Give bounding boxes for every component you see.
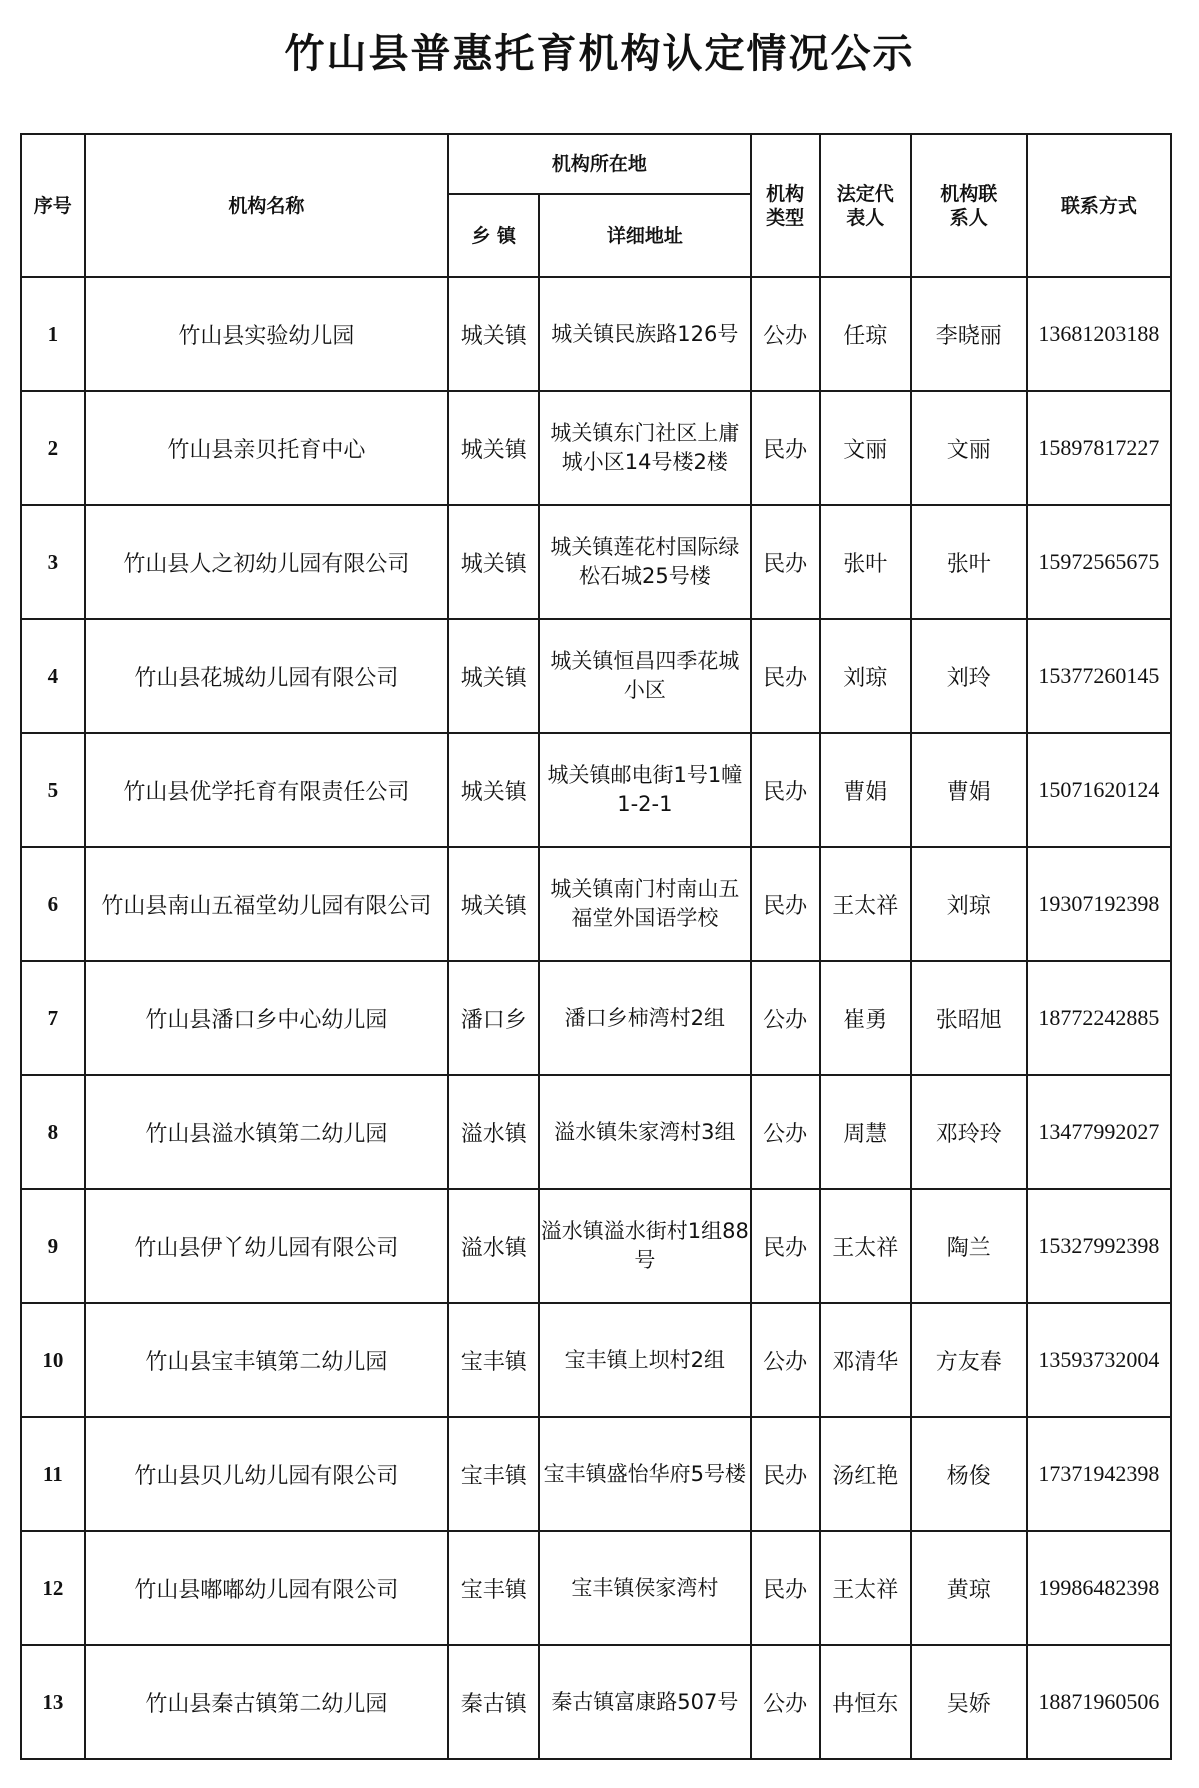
cell-phone: 15327992398 (1027, 1189, 1171, 1303)
cell-phone: 13593732004 (1027, 1303, 1171, 1417)
cell-type: 民办 (751, 1531, 820, 1645)
cell-phone: 18772242885 (1027, 961, 1171, 1075)
cell-address: 城关镇民族路126号 (539, 277, 750, 391)
cell-phone: 19307192398 (1027, 847, 1171, 961)
cell-name: 竹山县溢水镇第二幼儿园 (85, 1075, 449, 1189)
cell-type: 民办 (751, 619, 820, 733)
cell-seq: 7 (21, 961, 85, 1075)
cell-name: 竹山县伊丫幼儿园有限公司 (85, 1189, 449, 1303)
cell-town: 城关镇 (448, 847, 539, 961)
cell-seq: 12 (21, 1531, 85, 1645)
table-row (21, 1075, 1171, 1189)
cell-phone: 19986482398 (1027, 1531, 1171, 1645)
cell-address: 城关镇南门村南山五福堂外国语学校 (539, 847, 750, 961)
cell-legal-rep: 邓清华 (820, 1303, 911, 1417)
header-legal-rep (820, 134, 911, 277)
cell-contact: 黄琼 (911, 1531, 1027, 1645)
cell-type: 公办 (751, 277, 820, 391)
cell-address: 宝丰镇上坝村2组 (539, 1303, 750, 1417)
cell-town: 城关镇 (448, 505, 539, 619)
cell-seq: 10 (21, 1303, 85, 1417)
header-type-label: 机构类型 (766, 182, 805, 229)
cell-address: 城关镇东门社区上庸城小区14号楼2楼 (539, 391, 750, 505)
cell-type: 民办 (751, 1189, 820, 1303)
cell-legal-rep: 曹娟 (820, 733, 911, 847)
cell-type: 民办 (751, 733, 820, 847)
cell-legal-rep: 周慧 (820, 1075, 911, 1189)
header-contact-label: 机构联系人 (940, 182, 998, 229)
cell-legal-rep: 任琼 (820, 277, 911, 391)
table-row (21, 1303, 1171, 1417)
cell-type: 公办 (751, 1303, 820, 1417)
cell-town: 秦古镇 (448, 1645, 539, 1759)
cell-address: 城关镇邮电街1号1幢1-2-1 (539, 733, 750, 847)
cell-seq: 9 (21, 1189, 85, 1303)
cell-name: 竹山县秦古镇第二幼儿园 (85, 1645, 449, 1759)
cell-contact: 刘琼 (911, 847, 1027, 961)
cell-name: 竹山县嘟嘟幼儿园有限公司 (85, 1531, 449, 1645)
cell-name: 竹山县亲贝托育中心 (85, 391, 449, 505)
cell-legal-rep: 张叶 (820, 505, 911, 619)
table-row (21, 619, 1171, 733)
table-row (21, 733, 1171, 847)
header-legal-rep-label: 法定代表人 (836, 182, 894, 229)
cell-address: 潘口乡柿湾村2组 (539, 961, 750, 1075)
table-row (21, 961, 1171, 1075)
cell-contact: 张叶 (911, 505, 1027, 619)
header-row-top (21, 134, 1171, 194)
cell-name: 竹山县人之初幼儿园有限公司 (85, 505, 449, 619)
cell-address: 宝丰镇盛怡华府5号楼 (539, 1417, 750, 1531)
cell-type: 民办 (751, 847, 820, 961)
cell-town: 城关镇 (448, 391, 539, 505)
table-row (21, 1645, 1171, 1759)
cell-address: 宝丰镇侯家湾村 (539, 1531, 750, 1645)
cell-phone: 13681203188 (1027, 277, 1171, 391)
cell-type: 民办 (751, 391, 820, 505)
cell-address: 城关镇恒昌四季花城小区 (539, 619, 750, 733)
cell-address: 溢水镇朱家湾村3组 (539, 1075, 750, 1189)
cell-name: 竹山县优学托育有限责任公司 (85, 733, 449, 847)
institution-table (20, 133, 1172, 1760)
header-address: 详细地址 (539, 194, 750, 277)
table-row (21, 1531, 1171, 1645)
cell-seq: 1 (21, 277, 85, 391)
cell-town: 潘口乡 (448, 961, 539, 1075)
cell-type: 公办 (751, 961, 820, 1075)
cell-contact: 张昭旭 (911, 961, 1027, 1075)
cell-contact: 杨俊 (911, 1417, 1027, 1531)
cell-seq: 2 (21, 391, 85, 505)
cell-legal-rep: 崔勇 (820, 961, 911, 1075)
cell-name: 竹山县潘口乡中心幼儿园 (85, 961, 449, 1075)
header-type (751, 134, 820, 277)
cell-name: 竹山县实验幼儿园 (85, 277, 449, 391)
cell-phone: 17371942398 (1027, 1417, 1171, 1531)
cell-town: 宝丰镇 (448, 1303, 539, 1417)
cell-phone: 18871960506 (1027, 1645, 1171, 1759)
header-contact (911, 134, 1027, 277)
cell-phone: 15972565675 (1027, 505, 1171, 619)
header-phone: 联系方式 (1027, 134, 1171, 277)
cell-name: 竹山县宝丰镇第二幼儿园 (85, 1303, 449, 1417)
cell-contact: 文丽 (911, 391, 1027, 505)
cell-name: 竹山县南山五福堂幼儿园有限公司 (85, 847, 449, 961)
cell-legal-rep: 王太祥 (820, 1189, 911, 1303)
cell-address: 溢水镇溢水街村1组88号 (539, 1189, 750, 1303)
cell-town: 宝丰镇 (448, 1417, 539, 1531)
cell-contact: 陶兰 (911, 1189, 1027, 1303)
cell-legal-rep: 王太祥 (820, 847, 911, 961)
cell-legal-rep: 王太祥 (820, 1531, 911, 1645)
cell-seq: 4 (21, 619, 85, 733)
cell-seq: 8 (21, 1075, 85, 1189)
cell-phone: 13477992027 (1027, 1075, 1171, 1189)
cell-type: 民办 (751, 505, 820, 619)
cell-name: 竹山县贝儿幼儿园有限公司 (85, 1417, 449, 1531)
table-row (21, 505, 1171, 619)
cell-seq: 11 (21, 1417, 85, 1531)
cell-contact: 吴娇 (911, 1645, 1027, 1759)
cell-town: 溢水镇 (448, 1189, 539, 1303)
cell-phone: 15377260145 (1027, 619, 1171, 733)
cell-address: 城关镇莲花村国际绿松石城25号楼 (539, 505, 750, 619)
header-location: 机构所在地 (448, 134, 750, 194)
cell-town: 溢水镇 (448, 1075, 539, 1189)
cell-town: 宝丰镇 (448, 1531, 539, 1645)
cell-phone: 15071620124 (1027, 733, 1171, 847)
cell-address: 秦古镇富康路507号 (539, 1645, 750, 1759)
cell-contact: 曹娟 (911, 733, 1027, 847)
cell-name: 竹山县花城幼儿园有限公司 (85, 619, 449, 733)
cell-seq: 5 (21, 733, 85, 847)
cell-type: 公办 (751, 1645, 820, 1759)
table-row (21, 277, 1171, 391)
cell-type: 民办 (751, 1417, 820, 1531)
cell-legal-rep: 文丽 (820, 391, 911, 505)
table-row (21, 847, 1171, 961)
cell-contact: 邓玲玲 (911, 1075, 1027, 1189)
cell-town: 城关镇 (448, 619, 539, 733)
cell-contact: 刘玲 (911, 619, 1027, 733)
cell-town: 城关镇 (448, 277, 539, 391)
table-row (21, 1189, 1171, 1303)
cell-contact: 方友春 (911, 1303, 1027, 1417)
header-town: 乡 镇 (448, 194, 539, 277)
header-name: 机构名称 (85, 134, 449, 277)
cell-seq: 6 (21, 847, 85, 961)
table-row (21, 1417, 1171, 1531)
page-title: 竹山县普惠托育机构认定情况公示 (284, 31, 915, 77)
cell-contact: 李晓丽 (911, 277, 1027, 391)
table-body (21, 277, 1171, 1759)
cell-legal-rep: 汤红艳 (820, 1417, 911, 1531)
cell-seq: 3 (21, 505, 85, 619)
cell-legal-rep: 冉恒东 (820, 1645, 911, 1759)
cell-legal-rep: 刘琼 (820, 619, 911, 733)
cell-seq: 13 (21, 1645, 85, 1759)
cell-phone: 15897817227 (1027, 391, 1171, 505)
table-row (21, 391, 1171, 505)
cell-town: 城关镇 (448, 733, 539, 847)
header-seq: 序号 (21, 134, 85, 277)
cell-type: 公办 (751, 1075, 820, 1189)
